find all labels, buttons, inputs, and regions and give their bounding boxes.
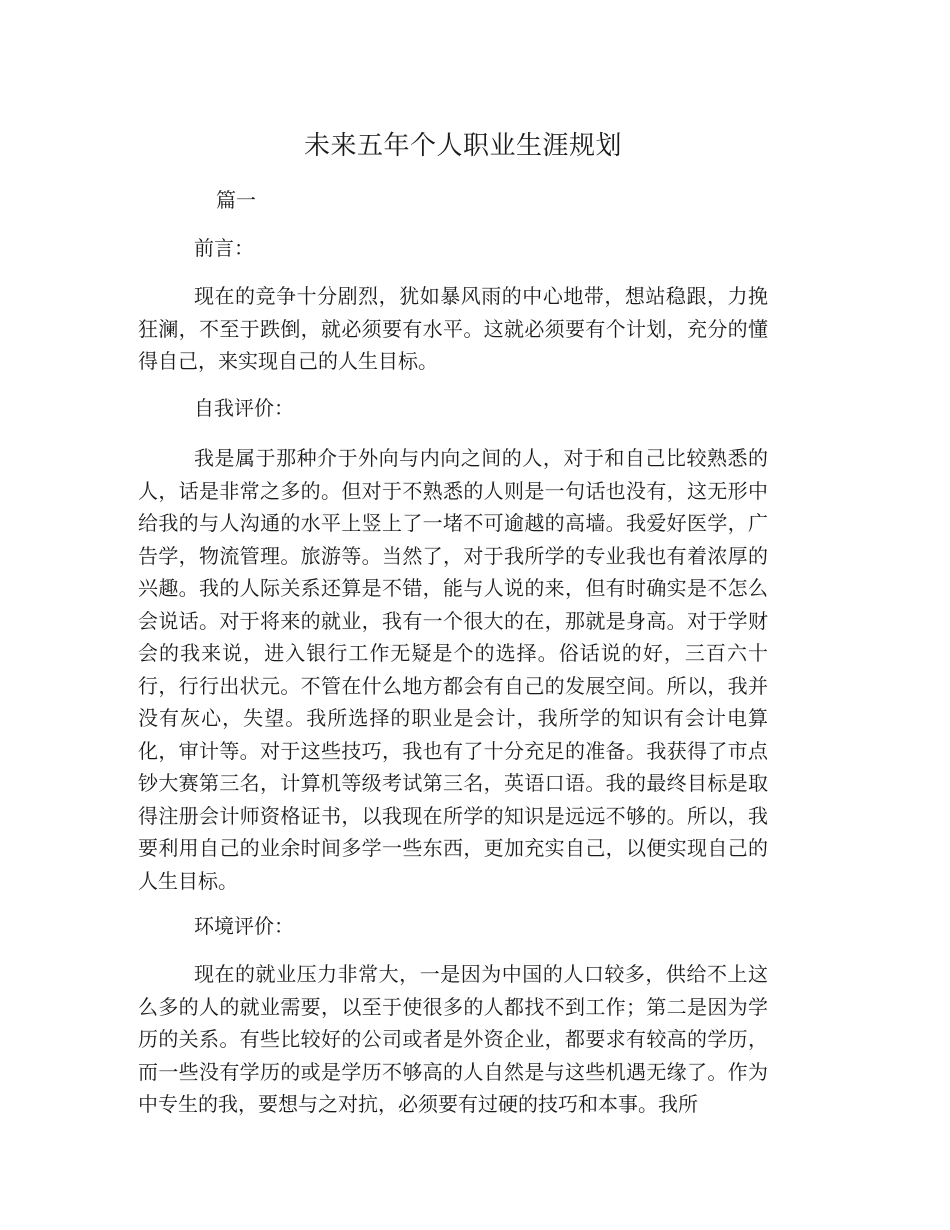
document-title: 未来五年个人职业生涯规划 [303,131,622,161]
self-evaluation-heading: 自我评价： [194,396,294,420]
preface-heading: 前言： [194,236,254,260]
preface-paragraph: 现在的竞争十分剧烈，犹如暴风雨的中心地带，想站稳跟，力挽狂澜，不至于跌倒，就必须要有水平。这就必须要有个计划，充分的懂得自己，来实现自己的人生目标。 [138,284,768,373]
part-label: 篇一 [216,188,256,212]
environment-evaluation-paragraph: 现在的就业压力非常大，一是因为中国的人口较多，供给不上这么多的人的就业需要，以至于使很多的人都找不到工作；第二是因为学历的关系。有些比较好的公司或者是外资企业，都要求有较高的学历，而一些没有学历的或是学历不够高的人自然是与这些机遇无缘了。作为中专生的我，要想与之对抗，必须要有过硬的技巧和本事。我所 [138,962,768,1116]
self-evaluation-paragraph: 我是属于那种介于外向与内向之间的人，对于和自己比较熟悉的人，话是非常之多的。但对于不熟悉的人则是一句话也没有，这无形中给我的与人沟通的水平上竖上了一堵不可逾越的高墙。我爱好医学，广告学，物流管理。旅游等。当然了，对于我所学的专业我也有着浓厚的兴趣。我的人际关系还算是不错，能与人说的来，但有时确实是不怎么会说话。对于将来的就业，我有一个很大的在，那就是身高。对于学财会的我来说，进入银行工作无疑是个的选择。俗话说的好，三百六十行，行行出状元。不管在什么地方都会有自己的发展空间。所以，我并没有灰心，失望。我所选择的职业是会计，我所学的知识有会计电算化，审计等。对于这些技巧，我也有了十分充足的准备。我获得了市点钞大赛第三名，计算机等级考试第三名，英语口语。我的最终目标是取得注册会计师资格证书，以我现在所学的知识是远远不够的。所以，我要利用自己的业余时间多学一些东西，更加充实自己，以便实现自己的人生目标。 [138,446,768,893]
environment-evaluation-heading: 环境评价： [194,914,294,938]
